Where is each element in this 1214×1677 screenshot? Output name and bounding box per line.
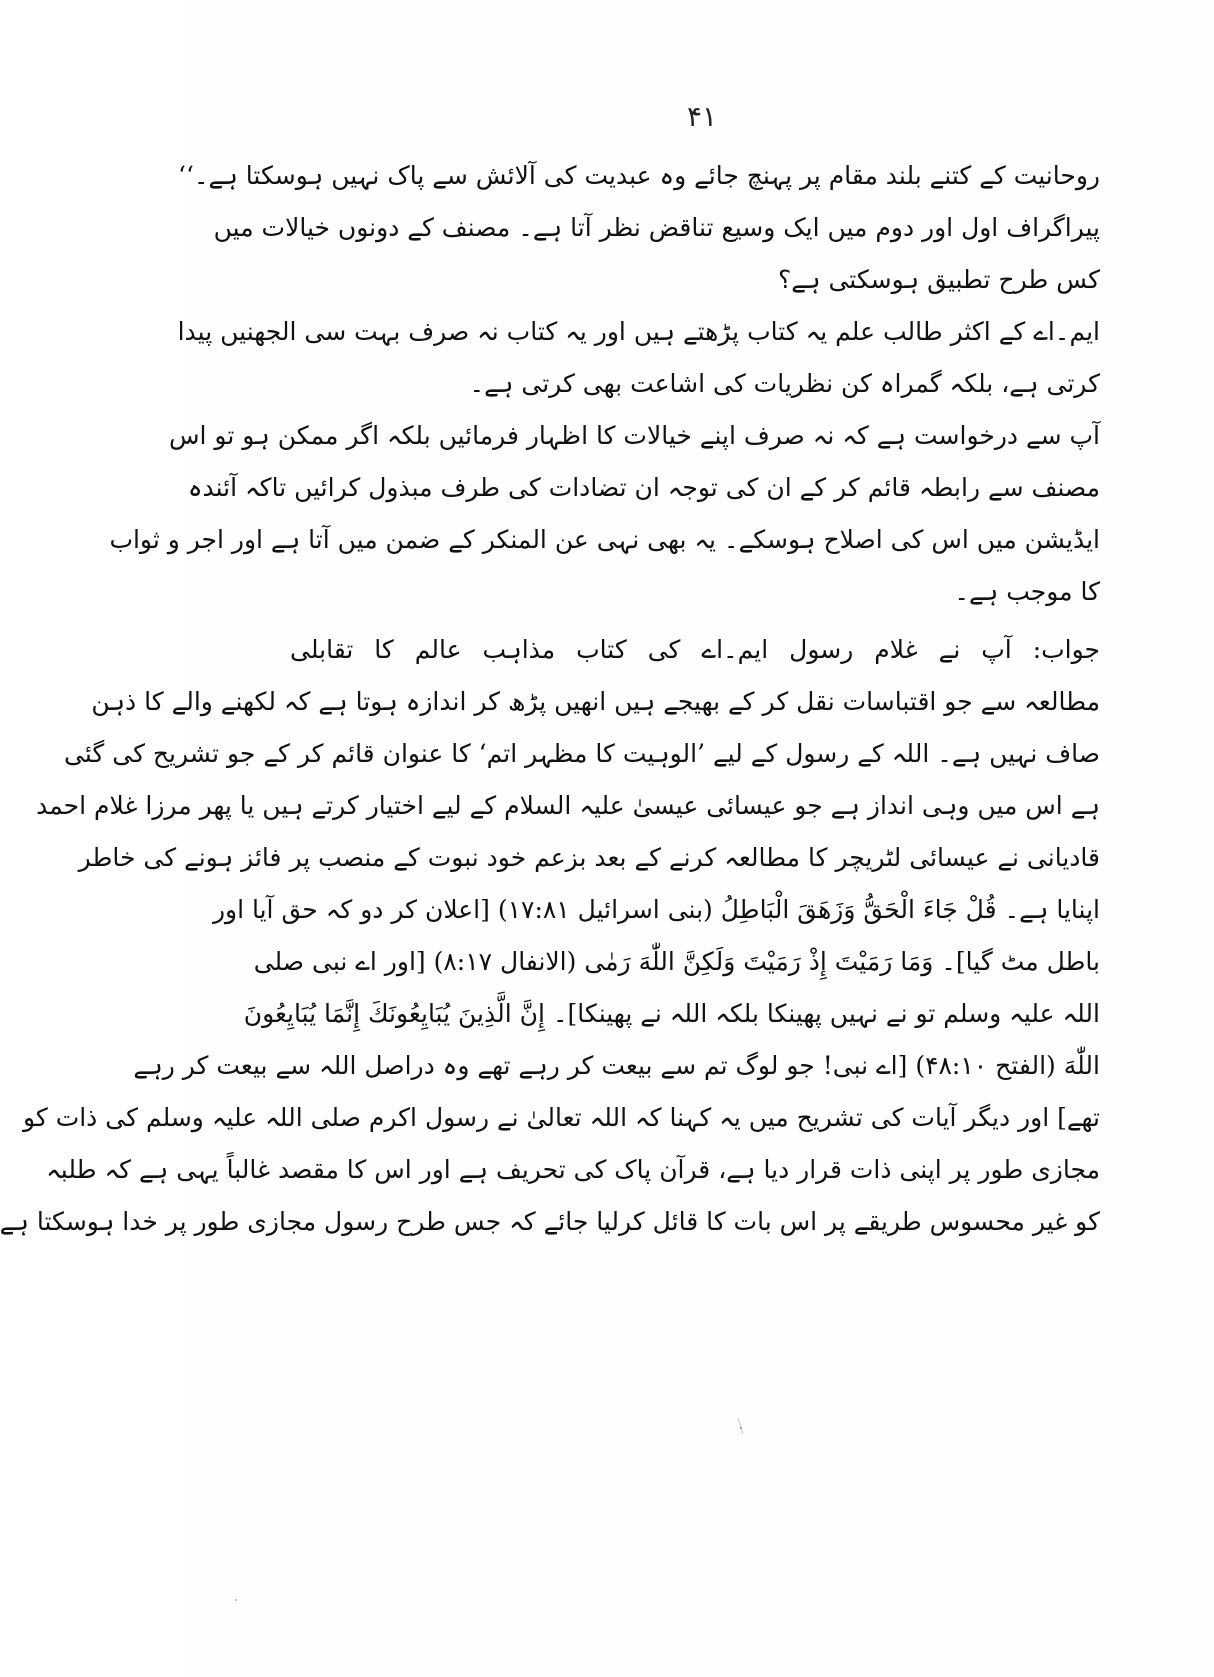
- text-line-15: اپنایا ہے۔ قُلْ جَاءَ الْحَقُّ وَزَهَقَ الْبَاطِلُ (بنی اسرائیل ۱۷:۸۱) [اعلان کر دو کہ حق آیا اور: [212, 895, 1100, 924]
- text-line-18: اللّٰهَ (الفتح ۴۸:۱۰) [اے نبی! جو لوگ تم سے بیعت کر رہے تھے وہ دراصل اللہ سے بیعت کر رہے: [133, 1051, 1100, 1080]
- text-line-1: روحانیت کے کتنے بلند مقام پر پہنچ جائے وہ عبدیت کی آلائش سے پاک نہیں ہوسکتا ہے۔‘‘: [178, 161, 1100, 190]
- text-line-9: کا موجب ہے۔: [954, 577, 1100, 606]
- page-number: ۴۱: [686, 100, 718, 133]
- text-line-10: جواب: آپ نے غلام رسول ایم۔اے کی کتاب مذاہب عالم کا تقابلی: [290, 635, 1100, 664]
- text-line-4: ایم۔اے کے اکثر طالب علم یہ کتاب پڑھتے ہیں اور یہ کتاب نہ صرف بہت سی الجھنیں پیدا: [177, 317, 1100, 346]
- text-line-7: مصنف سے رابطہ قائم کر کے ان کی توجہ ان تضادات کی طرف مبذول کرائیں تاکہ آئندہ: [187, 473, 1100, 502]
- text-line-14: قادیانی نے عیسائی لٹریچر کا مطالعہ کرنے کے بعد بزعم خود نبوت کے منصب پر فائز ہونے کی خاطر: [78, 843, 1100, 872]
- text-line-19: تھے] اور دیگر آیات کی تشریح میں یہ کہنا کہ اللہ تعالیٰ نے رسول اکرم صلی اللہ علیہ وسلم کی ذات کو: [22, 1103, 1100, 1132]
- text-line-17: اللہ علیہ وسلم تو نے نہیں پھینکا بلکہ اللہ نے پھینکا]۔ إِنَّ الَّذِينَ يُبَايِعُونَكَ إِنَّمَا يُبَايِعُونَ: [243, 999, 1100, 1028]
- text-line-21: کو غیر محسوس طریقے پر اس بات کا قائل کرلیا جائے کہ جس طرح رسول مجازی طور پر خدا ہوسکتا ہے: [0, 1207, 1100, 1236]
- text-line-12: صاف نہیں ہے۔ اللہ کے رسول کے لیے ’الوہیت کا مظہر اتم‘ کا عنوان قائم کر کے جو تشریح کی گئی: [64, 739, 1100, 768]
- body-text: [0, 150, 1100, 1248]
- text-line-11: مطالعہ سے جو اقتباسات نقل کر کے بھیجے ہیں انھیں پڑھ کر اندازہ ہوتا ہے کہ لکھنے والے کا ذہن: [91, 687, 1100, 716]
- text-line-5: کرتی ہے، بلکہ گمراہ کن نظریات کی اشاعت بھی کرتی ہے۔: [469, 369, 1100, 398]
- text-line-3: کس طرح تطبیق ہوسکتی ہے؟: [777, 265, 1100, 294]
- text-line-16: باطل مٹ گیا]۔ وَمَا رَمَيْتَ إِذْ رَمَيْتَ وَلَكِنَّ اللّٰهَ رَمٰى (الانفال ۸:۱۷) [اور اے نبی صلی: [253, 947, 1100, 976]
- text-line-8: ایڈیشن میں اس کی اصلاح ہوسکے۔ یہ بھی نہی عن المنکر کے ضمن میں آتا ہے اور اجر و ثواب: [109, 525, 1100, 554]
- text-line-6: آپ سے درخواست ہے کہ نہ صرف اپنے خیالات کا اظہار فرمائیں بلکہ اگر ممکن ہو تو اس: [169, 421, 1100, 450]
- text-line-20: مجازی طور پر اپنی ذات قرار دیا ہے، قرآن پاک کی تحریف ہے اور اس کا مقصد غالباً یہی ہے کہ طلبہ: [46, 1155, 1100, 1184]
- text-line-2: پیراگراف اول اور دوم میں ایک وسیع تناقض نظر آتا ہے۔ مصنف کے دونوں خیالات میں: [213, 213, 1100, 242]
- text-line-13: ہے اس میں وہی انداز ہے جو عیسائی عیسیٰ علیہ السلام کے لیے اختیار کرتے ہیں یا پھر مرزا غلام احمد: [36, 791, 1100, 820]
